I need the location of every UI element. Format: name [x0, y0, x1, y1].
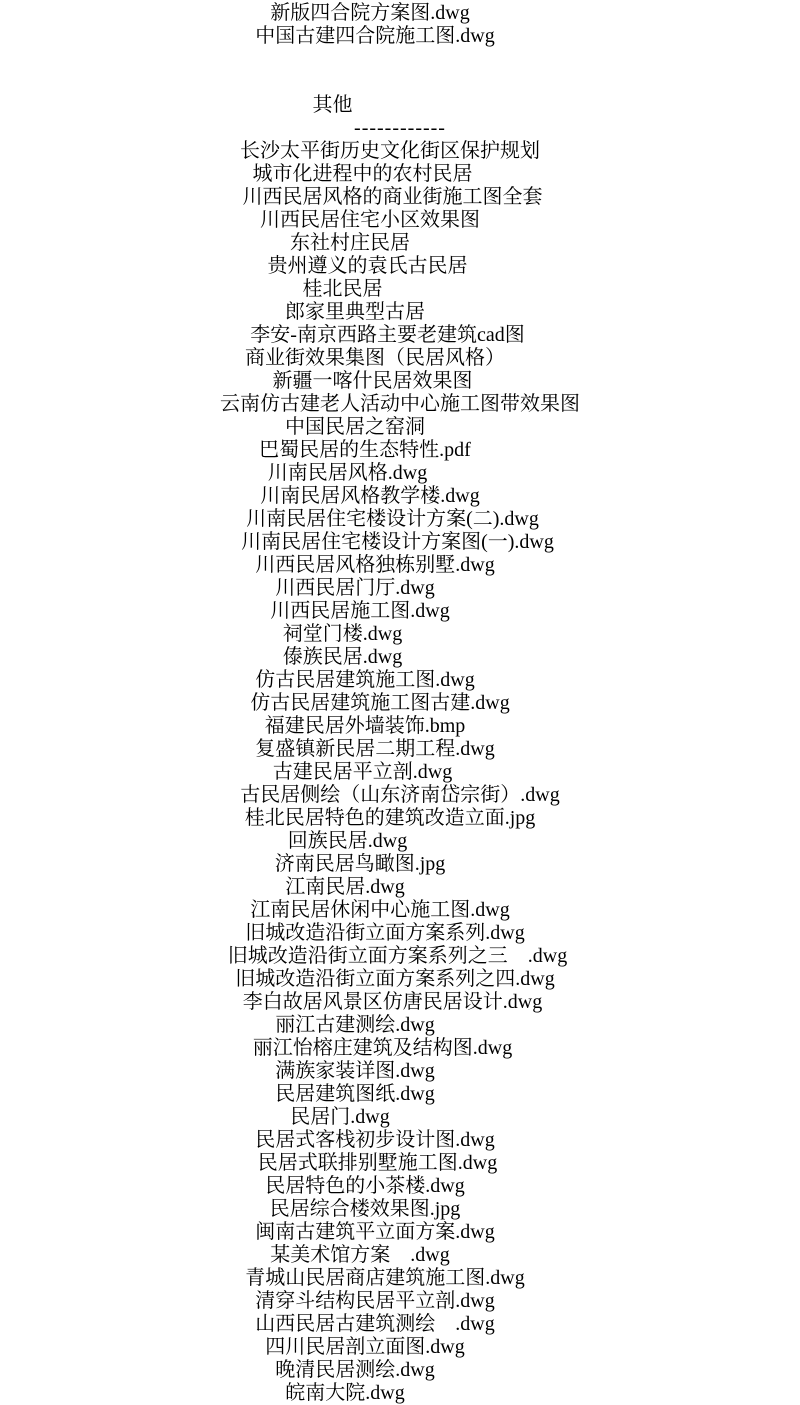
file-name-line: 皖南大院.dwg: [285, 1382, 515, 1404]
blank-line: [0, 71, 800, 94]
file-name-line: 晚清民居测绘.dwg: [275, 1359, 525, 1381]
file-name-line: 川南民居风格教学楼.dwg: [260, 485, 540, 507]
file-name-line: 旧城改造沿街立面方案系列之四.dwg: [235, 968, 565, 990]
file-name-line: 川西民居门厅.dwg: [275, 577, 525, 599]
file-name-line: 新版四合院方案图.dwg: [270, 2, 530, 24]
blank-line: [0, 48, 800, 71]
file-name-line: 民居门.dwg: [290, 1106, 510, 1128]
file-name-line: 民居综合楼效果图.jpg: [269, 1198, 531, 1220]
file-name-line: 民居特色的小茶楼.dwg: [265, 1175, 535, 1197]
file-name-line: 仿古民居建筑施工图古建.dwg: [250, 692, 550, 714]
file-name-line: 川西民居风格的商业街施工图全套: [242, 186, 558, 208]
file-name-line: 仿古民居建筑施工图.dwg: [255, 669, 545, 691]
file-name-line: 四川民居剖立面图.dwg: [265, 1336, 535, 1358]
file-name-line: 祠堂门楼.dwg: [282, 623, 518, 645]
file-name-line: 江南民居.dwg: [285, 876, 515, 898]
file-name-line: 川南民居住宅楼设计方案图(一).dwg: [241, 531, 559, 553]
file-name-line: 川南民居住宅楼设计方案(二).dwg: [246, 508, 554, 530]
file-name-line: 满族家装详图.dwg: [275, 1060, 525, 1082]
file-name-line: 长沙太平街历史文化街区保护规划: [240, 140, 560, 162]
file-name-line: 丽江古建测绘.dwg: [275, 1014, 525, 1036]
file-name-line: 桂北民居: [302, 278, 498, 300]
file-name-line: 回族民居.dwg: [287, 830, 513, 852]
file-name-line: 李白故居风景区仿唐民居设计.dwg: [242, 991, 558, 1013]
section-title: 其他: [312, 94, 488, 116]
file-name-line: 郎家里典型古居: [285, 301, 515, 323]
file-name-line: 城市化进程中的农村民居: [252, 163, 548, 185]
file-name-line: 某美术馆方案 .dwg: [270, 1244, 530, 1266]
file-name-line: 福建民居外墙装饰.bmp: [264, 715, 536, 737]
file-name-line: 丽江怡榕庄建筑及结构图.dwg: [252, 1037, 548, 1059]
file-name-line: 民居式客栈初步设计图.dwg: [255, 1129, 545, 1151]
file-name-line: 商业街效果集图（民居风格）: [245, 347, 555, 369]
file-name-line: 民居式联排别墅施工图.dwg: [257, 1152, 543, 1174]
file-name-line: 云南仿古建老人活动中心施工图带效果图: [220, 393, 580, 415]
file-name-line: 傣族民居.dwg: [282, 646, 518, 668]
file-name-line: 旧城改造沿街立面方案系列.dwg: [245, 922, 555, 944]
divider-line: ------------: [354, 117, 446, 139]
file-name-line: 中国古建四合院施工图.dwg: [255, 25, 545, 47]
file-name-line: 贵州遵义的袁氏古民居: [267, 255, 533, 277]
file-name-line: 山西民居古建筑测绘 .dwg: [255, 1313, 545, 1335]
file-name-line: 旧城改造沿街立面方案系列之三 .dwg: [227, 945, 573, 967]
file-name-line: 济南民居鸟瞰图.jpg: [274, 853, 526, 875]
file-name-line: 李安-南京西路主要老建筑cad图: [250, 324, 550, 346]
file-name-line: 古建民居平立剖.dwg: [272, 761, 528, 783]
file-name-line: 江南民居休闲中心施工图.dwg: [250, 899, 550, 921]
file-name-line: 青城山民居商店建筑施工图.dwg: [245, 1267, 555, 1289]
file-name-line: 东社村庄民居: [290, 232, 510, 254]
file-name-line: 川西民居住宅小区效果图: [260, 209, 540, 231]
file-name-line: 古民居侧绘（山东济南岱宗街）.dwg: [240, 784, 560, 806]
file-name-line: 清穿斗结构民居平立剖.dwg: [255, 1290, 545, 1312]
file-name-line: 中国民居之窑洞: [285, 416, 515, 438]
file-name-line: 川西民居风格独栋别墅.dwg: [255, 554, 545, 576]
file-name-line: 桂北民居特色的建筑改造立面.jpg: [244, 807, 556, 829]
file-name-line: 川西民居施工图.dwg: [270, 600, 530, 622]
file-name-line: 巴蜀民居的生态特性.pdf: [259, 439, 541, 461]
file-name-line: 民居建筑图纸.dwg: [275, 1083, 525, 1105]
file-name-line: 复盛镇新民居二期工程.dwg: [255, 738, 545, 760]
file-name-line: 新疆一喀什民居效果图: [272, 370, 528, 392]
file-name-line: 闽南古建筑平立面方案.dwg: [255, 1221, 545, 1243]
file-name-line: 川南民居风格.dwg: [267, 462, 533, 484]
